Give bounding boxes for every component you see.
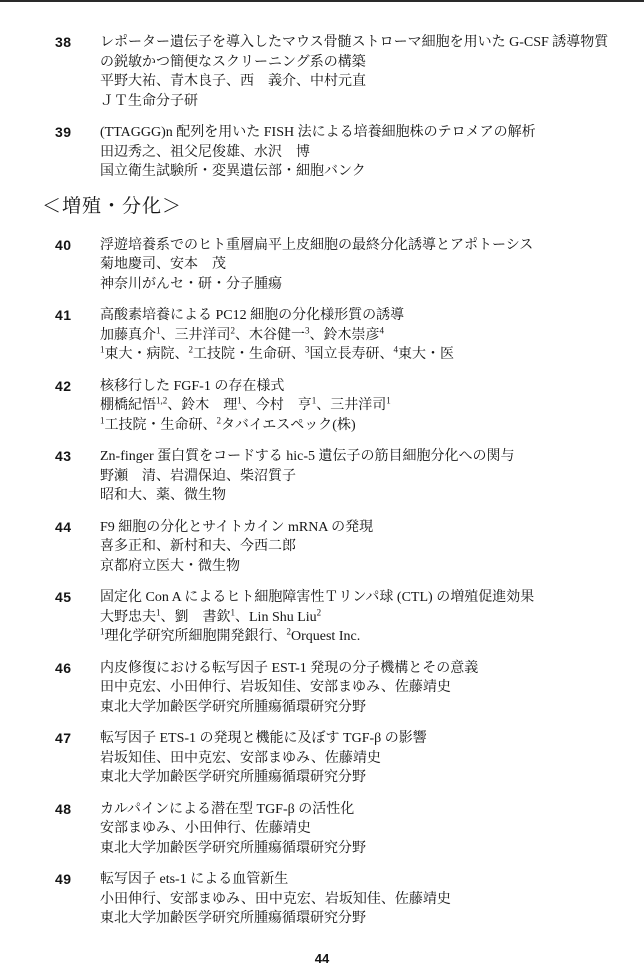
entry-title-line: カルパインによる潜在型 TGF-β の活性化 — [100, 801, 355, 817]
abstract-entry — [0, 659, 644, 718]
entry-authors: 加藤真介$^1$、三井洋司$^2$、木谷健一$^3$、鈴木崇彦$^4$ — [100, 324, 384, 343]
entry-number: 44 — [55, 518, 72, 535]
entry-title-line: 転写因子 ets-1 による血管新生 — [100, 872, 289, 887]
entry-title-line: F9 細胞の分化とサイトカイン mRNA の発現 — [100, 519, 374, 535]
entry-number: 49 — [55, 871, 72, 887]
entry-affiliation: $^1$理化学研究所細胞開発銀行、$^2$Orquest Inc. — [100, 626, 361, 644]
entry-title-line: 転写因子 ETS-1 の発現と機能に及ぼす TGF-β の影響 — [100, 731, 427, 746]
entry-number: 43 — [55, 448, 72, 464]
entry-title-line: Zn-finger 蛋白質をコードする hic-5 遺伝子の筋目細胞分化への関与 — [100, 449, 515, 464]
entry-authors: 田辺秀之、祖父尼俊雄、水沢 博 — [100, 144, 310, 160]
entry-content — [100, 518, 644, 577]
entry-title-line: 内皮修復における転写因子 EST-1 発現の分子機構とその意義 — [100, 660, 479, 676]
entry-number: 39 — [55, 124, 72, 140]
abstract-entry — [0, 800, 644, 859]
entry-title-line: の鋭敏かつ簡便なスクリーニング系の構築 — [100, 54, 366, 70]
entry-authors: 野瀬 清、岩淵保迫、柴沼質子 — [100, 468, 296, 484]
abstract-entry — [0, 588, 644, 647]
entry-content — [100, 33, 644, 111]
entry-authors: 菊地慶司、安本 茂 — [100, 257, 226, 272]
abstract-entry — [0, 123, 644, 182]
entry-number: 46 — [55, 659, 72, 676]
entry-content — [100, 870, 644, 929]
entries-main — [0, 236, 644, 929]
entry-authors: 田中克宏、小田伸行、岩坂知佳、安部まゆみ、佐藤靖史 — [100, 680, 451, 695]
abstract-entry — [0, 729, 644, 788]
entry-number: 41 — [55, 307, 72, 323]
entry-content — [100, 236, 644, 295]
entry-number: 47 — [55, 730, 72, 746]
entry-affiliation: 東北大学加齢医学研究所腫瘍循環研究分野 — [100, 840, 366, 856]
abstract-entry — [0, 870, 644, 929]
entry-authors: 大野忠夫$^1$、劉 書欽$^1$、Lin Shu Liu$^2$ — [100, 606, 322, 625]
entry-authors: 岩坂知佳、田中克宏、安部まゆみ、佐藤靖史 — [100, 750, 381, 766]
entry-authors: 平野大祐、青木良子、西 義介、中村元直 — [100, 74, 366, 89]
entry-authors: 棚橋紀悟$^{1,2}$、鈴木 理$^1$、今村 亨$^1$、三井洋司$^1$ — [100, 395, 391, 413]
entry-content — [100, 447, 644, 506]
entry-content — [100, 377, 644, 436]
entry-content — [100, 800, 644, 859]
entry-content — [100, 659, 644, 718]
entry-affiliation: ＪＴ生命分子研 — [100, 93, 198, 109]
entry-title-line: 固定化 Con A によるヒト細胞障害性Ｔリンパ球 (CTL) の増殖促進効果 — [100, 590, 535, 605]
entry-authors: 喜多正和、新村和夫、今西二郎 — [100, 539, 296, 554]
entry-authors: 安部まゆみ、小田伸行、佐藤靖史 — [100, 821, 311, 836]
entry-title-line: 高酸素培養による PC12 細胞の分化様形質の誘導 — [100, 308, 405, 323]
entry-title-line: (TTAGGG)n 配列を用いた FISH 法による培養細胞株のテロメアの解析 — [100, 125, 536, 140]
entry-number: 38 — [55, 34, 72, 50]
entry-affiliation: $^1$工技院・生命研、$^2$タバイエスペック(株) — [100, 414, 356, 433]
abstract-entry — [0, 33, 644, 111]
entry-authors: 小田伸行、安部まゆみ、田中克宏、岩坂知佳、佐藤靖史 — [100, 891, 451, 907]
abstract-entry — [0, 377, 644, 436]
entry-content — [100, 729, 644, 788]
entry-affiliation: 京都府立医大・微生物 — [100, 558, 240, 574]
entry-affiliation: $^1$東大・病院、$^2$工技院・生命研、$^3$国立長寿研、$^4$東大・医 — [100, 344, 454, 362]
entry-number: 48 — [55, 800, 72, 817]
entry-number: 45 — [55, 589, 72, 605]
entry-affiliation: 昭和大、薬、微生物 — [100, 488, 226, 503]
entry-content — [100, 306, 644, 365]
page-number: 44 — [314, 950, 330, 966]
entry-content — [100, 588, 644, 647]
entry-title-line: 浮遊培養系でのヒト重層扁平上皮細胞の最終分化誘導とアポトーシス — [100, 237, 534, 253]
entry-title-line: レポーター遺伝子を導入したマウス骨髄ストローマ細胞を用いた G-CSF 誘導物質 — [100, 35, 609, 50]
entry-affiliation: 東北大学加齢医学研究所腫瘍循環研究分野 — [100, 699, 366, 715]
entry-number: 40 — [55, 236, 72, 253]
abstract-entry — [0, 518, 644, 577]
section-header: ＜増殖・分化＞ — [42, 195, 183, 217]
abstract-entry — [0, 236, 644, 295]
abstract-entry — [0, 447, 644, 506]
entry-affiliation: 国立衛生試験所・変異遺伝部・細胞バンク — [100, 164, 366, 179]
entry-content — [100, 123, 644, 182]
entry-affiliation: 東北大学加齢医学研究所腫瘍循環研究分野 — [100, 770, 366, 785]
entry-number: 42 — [55, 377, 72, 394]
entries-top — [0, 33, 644, 182]
entry-affiliation: 東北大学加齢医学研究所腫瘍循環研究分野 — [100, 911, 366, 926]
abstract-entry — [0, 306, 644, 365]
scan-edge-top — [0, 0, 644, 2]
entry-affiliation: 神奈川がんセ・研・分子腫瘍 — [100, 276, 282, 292]
entry-title-line: 核移行した FGF-1 の存在様式 — [100, 378, 285, 394]
